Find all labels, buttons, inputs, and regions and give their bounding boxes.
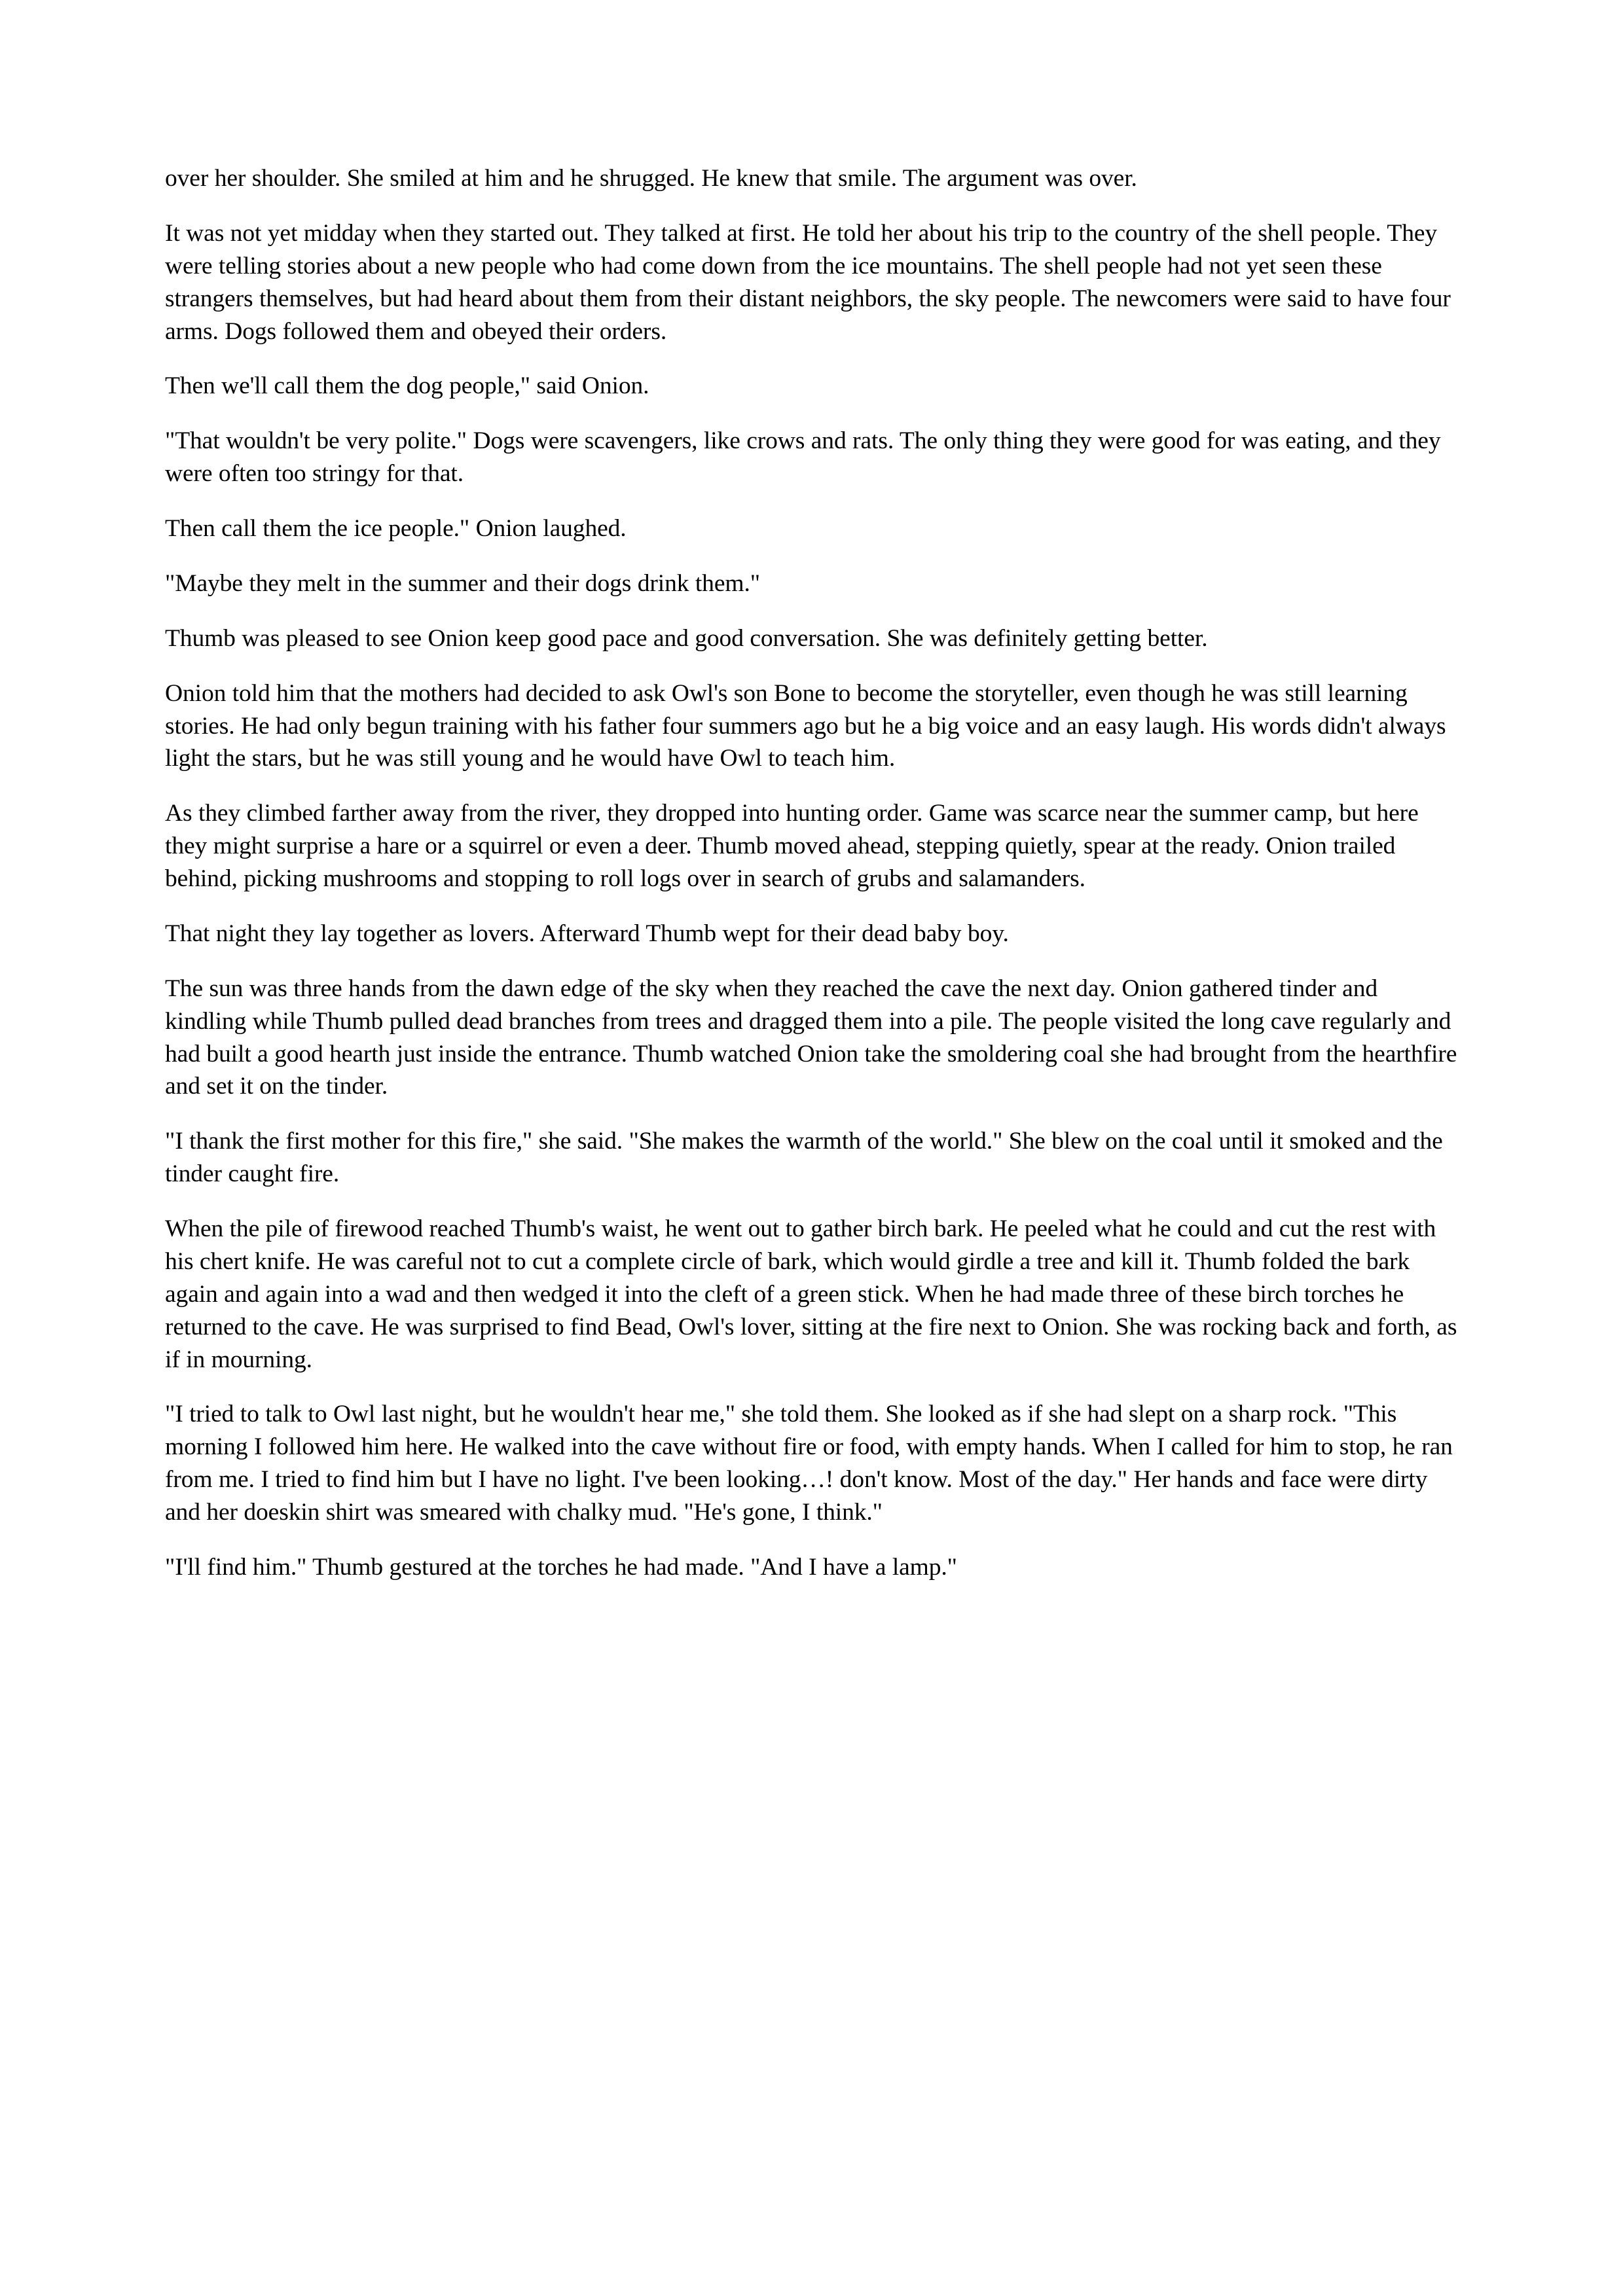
paragraph: Then call them the ice people." Onion laughed. — [165, 515, 627, 542]
paragraph: It was not yet midday when they started out. They talked at first. He told her about his trip to the country of the shell people. They were telling stories about a new people who had come down from the ice mountains. The shell people had not yet seen these strangers themselves, but had heard about them from their distant neighbors, the sky people. The newcomers were said to have four arms. Dogs followed them and obeyed their orders. — [165, 219, 1451, 345]
paragraph: "That wouldn't be very polite." Dogs were scavengers, like crows and rats. The only thing they were good for was eating, and they were often too stringy for that. — [165, 427, 1441, 488]
paragraph: over her shoulder. She smiled at him and he shrugged. He knew that smile. The argument was over. — [165, 165, 1137, 192]
paragraph: When the pile of firewood reached Thumb's waist, he went out to gather birch bark. He peeled what he could and cut the rest with his chert knife. He was careful not to cut a complete circle of bark, which would girdle a tree and kill it. Thumb folded the bark again and again into a wad and then wedged it into the cleft of a green stick. When he had made three of these birch torches he returned to the cave. He was surprised to find Bead, Owl's lover, sitting at the fire next to Onion. She was rocking back and forth, as if in mourning. — [165, 1215, 1457, 1373]
paragraph: Then we'll call them the dog people," said Onion. — [165, 372, 649, 400]
paragraph: "Maybe they melt in the summer and their dogs drink them." — [165, 569, 760, 597]
paragraph: Thumb was pleased to see Onion keep good pace and good conversation. She was definitely getting better. — [165, 624, 1208, 652]
paragraph: "I'll find him." Thumb gestured at the torches he had made. "And I have a lamp." — [165, 1553, 957, 1581]
paragraph: That night they lay together as lovers. Afterward Thumb wept for their dead baby boy. — [165, 920, 1009, 947]
body-text-column — [165, 162, 1458, 1584]
paragraph: "I thank the first mother for this fire," she said. "She makes the warmth of the world." She blew on the coal until it smoked and the tinder caught fire. — [165, 1128, 1443, 1188]
paragraph: The sun was three hands from the dawn edge of the sky when they reached the cave the next day. Onion gathered tinder and kindling while Thumb pulled dead branches from trees and dragged them into a pile. The people visited the long cave regularly and had built a good hearth just inside the entrance. Thumb watched Onion take the smoldering coal she had brought from the hearthfire and set it on the tinder. — [165, 975, 1457, 1100]
paragraph: As they climbed farther away from the river, they dropped into hunting order. Game was scarce near the summer camp, but here they might surprise a hare or a squirrel or even a deer. Thumb moved ahead, stepping quietly, spear at the ready. Onion trailed behind, picking mushrooms and stopping to roll logs over in search of grubs and salamanders. — [165, 800, 1419, 892]
paragraph: "I tried to talk to Owl last night, but he wouldn't hear me," she told them. She looked as if she had slept on a sharp rock. "This morning I followed him here. He walked into the cave without fire or food, with empty hands. When I called for him to stop, he ran from me. I tried to find him but I have no light. I've been looking…! don't know. Most of the day." Her hands and face were dirty and her doeskin shirt was smeared with chalky mud. "He's gone, I think." — [165, 1401, 1453, 1526]
paragraph: Onion told him that the mothers had decided to ask Owl's son Bone to become the storyteller, even though he was still learning stories. He had only begun training with his father four summers ago but he a big voice and an easy laugh. His words didn't always light the stars, but he was still young and he would have Owl to teach him. — [165, 679, 1446, 772]
